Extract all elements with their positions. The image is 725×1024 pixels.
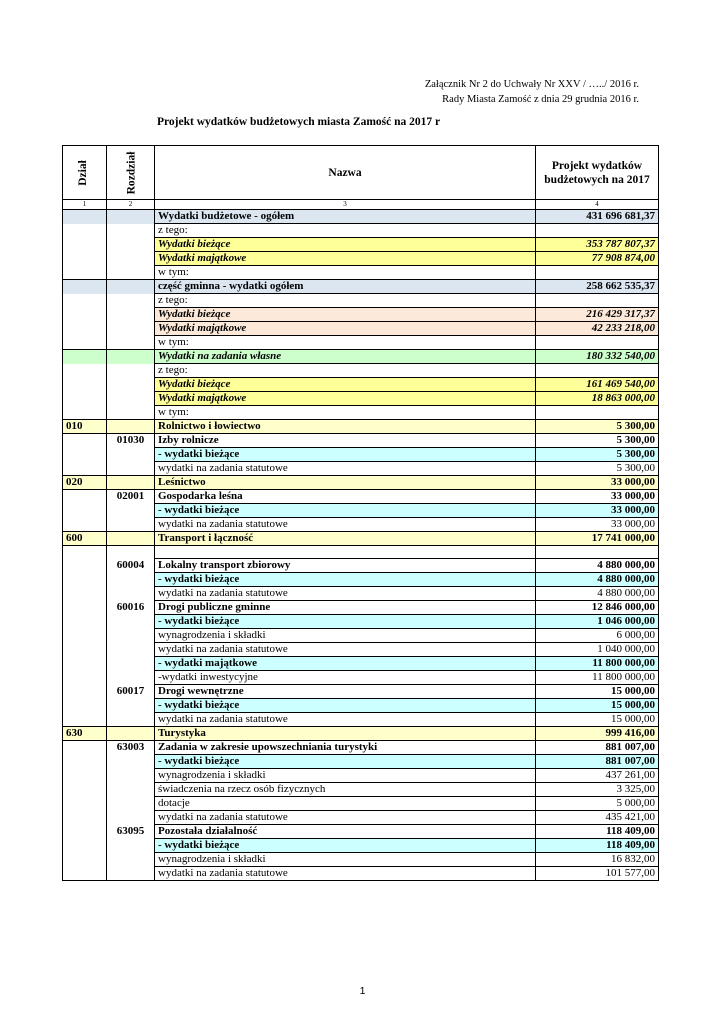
cell-nazwa: - wydatki bieżące xyxy=(155,755,536,769)
cell-rozdzial: 60017 xyxy=(107,685,155,699)
cell-dzial: 600 xyxy=(63,532,107,546)
cell-dzial xyxy=(63,336,107,350)
table-row xyxy=(63,783,659,797)
cell-kwota: 5 000,00 xyxy=(536,797,659,811)
cell-nazwa: Wydatki na zadania własne xyxy=(155,350,536,364)
table-row xyxy=(63,406,659,420)
cell-kwota xyxy=(536,364,659,378)
table-row xyxy=(63,559,659,573)
cell-kwota xyxy=(536,224,659,238)
table-row xyxy=(63,573,659,587)
cell-kwota: 258 662 535,37 xyxy=(536,280,659,294)
cell-rozdzial xyxy=(107,322,155,336)
cell-nazwa: wynagrodzenia i składki xyxy=(155,853,536,867)
table-row xyxy=(63,587,659,601)
cell-nazwa: Turystyka xyxy=(155,727,536,741)
cell-rozdzial xyxy=(107,573,155,587)
cell-nazwa: świadczenia na rzecz osób fizycznych xyxy=(155,783,536,797)
cell-nazwa: wydatki na zadania statutowe xyxy=(155,713,536,727)
cell-kwota: 11 800 000,00 xyxy=(536,657,659,671)
cell-rozdzial xyxy=(107,853,155,867)
cell-kwota: 4 880 000,00 xyxy=(536,559,659,573)
cell-dzial xyxy=(63,825,107,839)
cell-kwota: 15 000,00 xyxy=(536,685,659,699)
table-row xyxy=(63,713,659,727)
table-row xyxy=(63,350,659,364)
cell-kwota: 12 846 000,00 xyxy=(536,601,659,615)
cell-dzial xyxy=(63,685,107,699)
cell-kwota: 4 880 000,00 xyxy=(536,573,659,587)
cell-rozdzial xyxy=(107,629,155,643)
cell-kwota: 4 880 000,00 xyxy=(536,587,659,601)
cell-nazwa: Wydatki bieżące xyxy=(155,308,536,322)
cell-nazwa: Zadania w zakresie upowszechniania turystyki xyxy=(155,741,536,755)
cell-nazwa: w tym: xyxy=(155,406,536,420)
cell-rozdzial xyxy=(107,420,155,434)
cell-nazwa: w tym: xyxy=(155,336,536,350)
cell-nazwa: Leśnictwo xyxy=(155,476,536,490)
cell-rozdzial xyxy=(107,657,155,671)
column-header-rozdzial: Rozdział xyxy=(107,146,155,200)
cell-kwota: 881 007,00 xyxy=(536,741,659,755)
table-row xyxy=(63,210,659,224)
cell-kwota: 3 325,00 xyxy=(536,783,659,797)
column-number-row xyxy=(63,200,659,210)
cell-dzial xyxy=(63,322,107,336)
cell-rozdzial xyxy=(107,699,155,713)
table-row xyxy=(63,378,659,392)
cell-dzial xyxy=(63,546,107,559)
cell-nazwa: z tego: xyxy=(155,294,536,308)
cell-dzial xyxy=(63,699,107,713)
table-row xyxy=(63,448,659,462)
table-row xyxy=(63,420,659,434)
column-number: 4 xyxy=(536,200,659,210)
cell-rozdzial xyxy=(107,867,155,881)
cell-nazwa: - wydatki bieżące xyxy=(155,448,536,462)
table-row xyxy=(63,322,659,336)
cell-rozdzial xyxy=(107,336,155,350)
cell-rozdzial xyxy=(107,587,155,601)
table-row xyxy=(63,699,659,713)
cell-rozdzial xyxy=(107,811,155,825)
table-header-row xyxy=(63,146,659,200)
cell-nazwa: Pozostała działalność xyxy=(155,825,536,839)
table-row xyxy=(63,518,659,532)
cell-kwota: 15 000,00 xyxy=(536,713,659,727)
table-row xyxy=(63,392,659,406)
council-note: Rady Miasta Zamość z dnia 29 grudnia 2016 r. xyxy=(442,94,639,105)
cell-rozdzial xyxy=(107,783,155,797)
column-header-dzial: Dział xyxy=(63,146,107,200)
cell-dzial xyxy=(63,741,107,755)
cell-kwota: 15 000,00 xyxy=(536,699,659,713)
cell-rozdzial: 60016 xyxy=(107,601,155,615)
cell-kwota: 11 800 000,00 xyxy=(536,671,659,685)
table-row xyxy=(63,336,659,350)
cell-nazwa: część gminna - wydatki ogółem xyxy=(155,280,536,294)
table-row xyxy=(63,741,659,755)
cell-rozdzial xyxy=(107,350,155,364)
cell-rozdzial xyxy=(107,546,155,559)
cell-dzial xyxy=(63,797,107,811)
table-row xyxy=(63,811,659,825)
cell-dzial: 630 xyxy=(63,727,107,741)
cell-nazwa: wynagrodzenia i składki xyxy=(155,629,536,643)
cell-rozdzial xyxy=(107,755,155,769)
cell-dzial xyxy=(63,573,107,587)
cell-dzial xyxy=(63,601,107,615)
table-row xyxy=(63,769,659,783)
table-row xyxy=(63,853,659,867)
table-row xyxy=(63,615,659,629)
table-row xyxy=(63,839,659,853)
table-row xyxy=(63,671,659,685)
table-row xyxy=(63,294,659,308)
column-number: 2 xyxy=(107,200,155,210)
cell-dzial xyxy=(63,364,107,378)
cell-dzial xyxy=(63,210,107,224)
cell-kwota: 161 469 540,00 xyxy=(536,378,659,392)
cell-rozdzial xyxy=(107,462,155,476)
budget-table xyxy=(62,145,659,881)
cell-dzial: 010 xyxy=(63,420,107,434)
column-header-nazwa: Nazwa xyxy=(155,146,536,200)
cell-kwota: 431 696 681,37 xyxy=(536,210,659,224)
table-row xyxy=(63,224,659,238)
cell-nazwa: wydatki na zadania statutowe xyxy=(155,811,536,825)
cell-rozdzial: 02001 xyxy=(107,490,155,504)
cell-dzial xyxy=(63,839,107,853)
cell-kwota: 5 300,00 xyxy=(536,434,659,448)
cell-nazwa: - wydatki bieżące xyxy=(155,504,536,518)
cell-rozdzial: 01030 xyxy=(107,434,155,448)
cell-rozdzial xyxy=(107,476,155,490)
table-row xyxy=(63,643,659,657)
cell-rozdzial xyxy=(107,252,155,266)
cell-dzial xyxy=(63,406,107,420)
cell-dzial xyxy=(63,811,107,825)
cell-rozdzial xyxy=(107,210,155,224)
cell-rozdzial xyxy=(107,280,155,294)
column-header-kwota: Projekt wydatków budżetowych na 2017 xyxy=(536,146,659,200)
cell-kwota: 5 300,00 xyxy=(536,420,659,434)
cell-kwota: 77 908 874,00 xyxy=(536,252,659,266)
table-row xyxy=(63,601,659,615)
cell-kwota: 42 233 218,00 xyxy=(536,322,659,336)
cell-rozdzial xyxy=(107,797,155,811)
cell-kwota xyxy=(536,266,659,280)
document-title: Projekt wydatków budżetowych miasta Zamość na 2017 r xyxy=(157,116,441,128)
cell-kwota: 101 577,00 xyxy=(536,867,659,881)
cell-dzial xyxy=(63,504,107,518)
cell-dzial xyxy=(63,490,107,504)
column-number: 1 xyxy=(63,200,107,210)
cell-kwota: 435 421,00 xyxy=(536,811,659,825)
cell-rozdzial xyxy=(107,448,155,462)
cell-kwota xyxy=(536,294,659,308)
table-row xyxy=(63,504,659,518)
table-row xyxy=(63,532,659,546)
cell-kwota: 216 429 317,37 xyxy=(536,308,659,322)
table-row xyxy=(63,490,659,504)
cell-kwota xyxy=(536,546,659,559)
table-row xyxy=(63,238,659,252)
cell-dzial xyxy=(63,783,107,797)
cell-nazwa: Drogi publiczne gminne xyxy=(155,601,536,615)
cell-nazwa: - wydatki bieżące xyxy=(155,699,536,713)
cell-rozdzial: 63003 xyxy=(107,741,155,755)
cell-nazwa: z tego: xyxy=(155,224,536,238)
cell-kwota: 999 416,00 xyxy=(536,727,659,741)
cell-nazwa: Wydatki bieżące xyxy=(155,238,536,252)
cell-nazwa: w tym: xyxy=(155,266,536,280)
cell-nazwa: wydatki na zadania statutowe xyxy=(155,587,536,601)
table-row xyxy=(63,685,659,699)
cell-kwota: 5 300,00 xyxy=(536,462,659,476)
cell-dzial xyxy=(63,559,107,573)
cell-dzial xyxy=(63,252,107,266)
column-number: 3 xyxy=(155,200,536,210)
cell-nazwa: Wydatki bieżące xyxy=(155,378,536,392)
cell-nazwa: dotacje xyxy=(155,797,536,811)
cell-nazwa: - wydatki majątkowe xyxy=(155,657,536,671)
table-row xyxy=(63,755,659,769)
cell-dzial xyxy=(63,755,107,769)
cell-dzial xyxy=(63,448,107,462)
cell-dzial xyxy=(63,713,107,727)
page-number: 1 xyxy=(359,985,366,997)
cell-nazwa: Gospodarka leśna xyxy=(155,490,536,504)
cell-dzial xyxy=(63,308,107,322)
cell-nazwa: - wydatki bieżące xyxy=(155,839,536,853)
cell-nazwa: - wydatki bieżące xyxy=(155,615,536,629)
cell-kwota: 437 261,00 xyxy=(536,769,659,783)
cell-nazwa: Rolnictwo i łowiectwo xyxy=(155,420,536,434)
cell-nazwa: wydatki na zadania statutowe xyxy=(155,518,536,532)
cell-nazwa: wynagrodzenia i składki xyxy=(155,769,536,783)
cell-dzial xyxy=(63,238,107,252)
cell-nazwa: -wydatki inwestycyjne xyxy=(155,671,536,685)
cell-rozdzial xyxy=(107,769,155,783)
cell-nazwa: wydatki na zadania statutowe xyxy=(155,867,536,881)
attachment-note: Załącznik Nr 2 do Uchwały Nr XXV / …../ 2016 r. xyxy=(424,79,639,90)
table-row xyxy=(63,434,659,448)
table-row xyxy=(63,546,659,559)
cell-dzial xyxy=(63,867,107,881)
cell-kwota: 1 046 000,00 xyxy=(536,615,659,629)
cell-rozdzial xyxy=(107,671,155,685)
cell-dzial xyxy=(63,518,107,532)
cell-dzial xyxy=(63,853,107,867)
cell-dzial xyxy=(63,643,107,657)
table-row xyxy=(63,825,659,839)
cell-rozdzial xyxy=(107,266,155,280)
cell-kwota: 180 332 540,00 xyxy=(536,350,659,364)
cell-rozdzial xyxy=(107,504,155,518)
cell-kwota: 118 409,00 xyxy=(536,825,659,839)
cell-dzial xyxy=(63,769,107,783)
table-row xyxy=(63,867,659,881)
cell-kwota: 6 000,00 xyxy=(536,629,659,643)
cell-rozdzial xyxy=(107,839,155,853)
cell-kwota: 16 832,00 xyxy=(536,853,659,867)
cell-nazwa: Wydatki majątkowe xyxy=(155,392,536,406)
cell-rozdzial xyxy=(107,224,155,238)
cell-kwota: 5 300,00 xyxy=(536,448,659,462)
cell-rozdzial xyxy=(107,406,155,420)
table-row xyxy=(63,727,659,741)
cell-dzial xyxy=(63,266,107,280)
cell-nazwa: Izby rolnicze xyxy=(155,434,536,448)
cell-kwota: 881 007,00 xyxy=(536,755,659,769)
cell-kwota: 17 741 000,00 xyxy=(536,532,659,546)
cell-kwota: 353 787 807,37 xyxy=(536,238,659,252)
cell-nazwa: z tego: xyxy=(155,364,536,378)
cell-rozdzial xyxy=(107,364,155,378)
cell-dzial: 020 xyxy=(63,476,107,490)
cell-dzial xyxy=(63,378,107,392)
cell-kwota: 18 863 000,00 xyxy=(536,392,659,406)
cell-kwota xyxy=(536,406,659,420)
cell-rozdzial xyxy=(107,518,155,532)
table-row xyxy=(63,476,659,490)
cell-rozdzial xyxy=(107,294,155,308)
cell-dzial xyxy=(63,350,107,364)
cell-rozdzial xyxy=(107,392,155,406)
cell-kwota: 33 000,00 xyxy=(536,490,659,504)
cell-kwota xyxy=(536,336,659,350)
cell-nazwa: Lokalny transport zbiorowy xyxy=(155,559,536,573)
cell-rozdzial: 60004 xyxy=(107,559,155,573)
cell-rozdzial: 63095 xyxy=(107,825,155,839)
cell-nazwa: - wydatki bieżące xyxy=(155,573,536,587)
cell-rozdzial xyxy=(107,643,155,657)
cell-dzial xyxy=(63,462,107,476)
cell-rozdzial xyxy=(107,378,155,392)
table-row xyxy=(63,657,659,671)
table-row xyxy=(63,462,659,476)
cell-rozdzial xyxy=(107,532,155,546)
cell-nazwa: Drogi wewnętrzne xyxy=(155,685,536,699)
table-row xyxy=(63,280,659,294)
cell-nazwa xyxy=(155,546,536,559)
table-row xyxy=(63,797,659,811)
table-row xyxy=(63,364,659,378)
cell-kwota: 1 040 000,00 xyxy=(536,643,659,657)
cell-dzial xyxy=(63,392,107,406)
cell-nazwa: Wydatki majątkowe xyxy=(155,322,536,336)
cell-nazwa: Transport i łączność xyxy=(155,532,536,546)
cell-dzial xyxy=(63,671,107,685)
table-row xyxy=(63,266,659,280)
cell-nazwa: Wydatki budżetowe - ogółem xyxy=(155,210,536,224)
cell-kwota: 118 409,00 xyxy=(536,839,659,853)
cell-dzial xyxy=(63,629,107,643)
cell-dzial xyxy=(63,280,107,294)
table-row xyxy=(63,308,659,322)
cell-dzial xyxy=(63,657,107,671)
cell-dzial xyxy=(63,294,107,308)
cell-dzial xyxy=(63,587,107,601)
table-row xyxy=(63,252,659,266)
cell-nazwa: wydatki na zadania statutowe xyxy=(155,462,536,476)
cell-kwota: 33 000,00 xyxy=(536,476,659,490)
cell-dzial xyxy=(63,224,107,238)
cell-nazwa: Wydatki majątkowe xyxy=(155,252,536,266)
cell-kwota: 33 000,00 xyxy=(536,518,659,532)
cell-rozdzial xyxy=(107,713,155,727)
cell-rozdzial xyxy=(107,308,155,322)
cell-rozdzial xyxy=(107,727,155,741)
cell-rozdzial xyxy=(107,238,155,252)
cell-dzial xyxy=(63,615,107,629)
cell-dzial xyxy=(63,434,107,448)
cell-nazwa: wydatki na zadania statutowe xyxy=(155,643,536,657)
cell-kwota: 33 000,00 xyxy=(536,504,659,518)
table-row xyxy=(63,629,659,643)
cell-rozdzial xyxy=(107,615,155,629)
